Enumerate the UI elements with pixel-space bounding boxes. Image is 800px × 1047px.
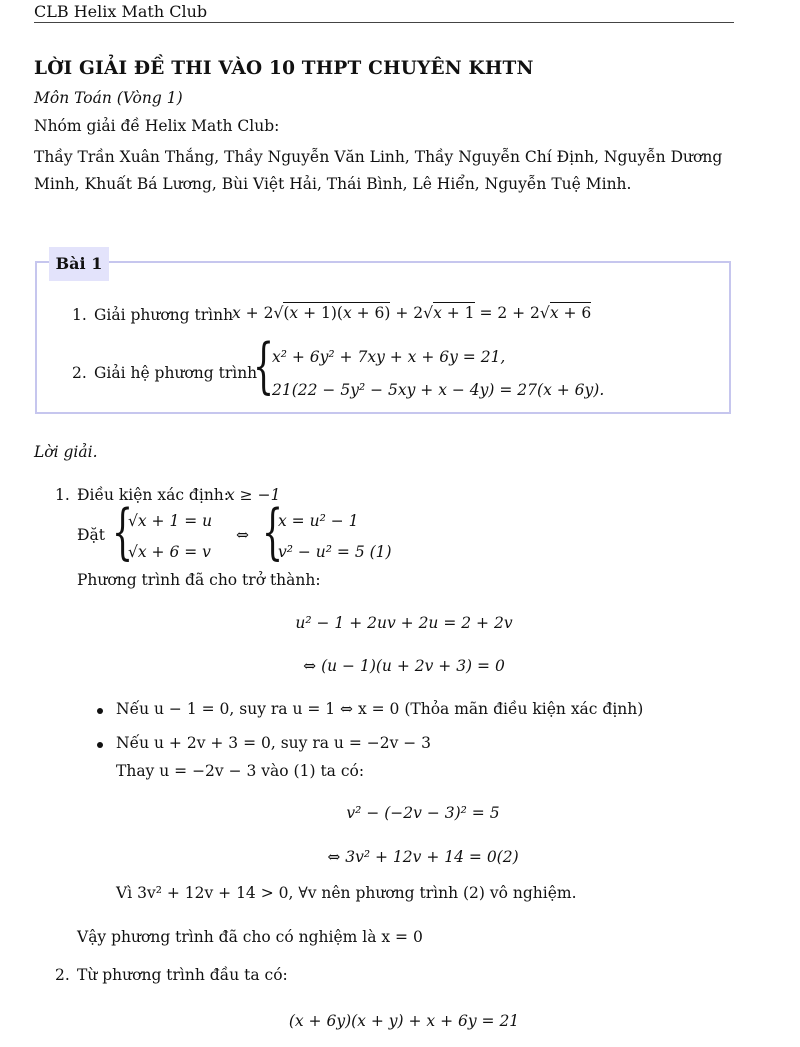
bullet-2-substitution: Thay u = −2v − 3 vào (1) ta có:: [116, 762, 365, 780]
problem-item-1-label: Giải phương trình: [94, 306, 234, 324]
bullet-2-text: Nếu u + 2v + 3 = 0, suy ra u = −2v − 3: [116, 734, 432, 752]
domain-condition-math: x ≥ −1: [226, 486, 281, 504]
solution-2-text: Từ phương trình đầu ta có:: [77, 966, 288, 984]
display-equation-4: ⇔ 3v² + 12v + 14 = 0(2): [327, 848, 519, 866]
substitution-label: Đặt: [77, 526, 105, 544]
equivalence-arrow: ⇔: [236, 526, 249, 544]
bullet-1-marker: [97, 708, 103, 714]
team-members: Thầy Trần Xuân Thắng, Thầy Nguyễn Văn Linh, Thầy Nguyễn Chí Định, Nguyễn Dương Minh, Khuất Bá Lương, Bùi Việt Hải, Thái Bình, Lê Hiển, Nguyễn Tuệ Minh.: [34, 148, 723, 193]
problem-badge: Bài 1: [49, 247, 109, 281]
problem-item-2-number: 2.: [72, 364, 87, 382]
substitution-result-2: v² − u² = 5 (1): [278, 543, 392, 561]
solution-1-conclusion: Vậy phương trình đã cho có nghiệm là x = 0: [77, 928, 423, 946]
system-equation-2: 21(22 − 5y² − 5xy + x − 4y) = 27(x + 6y).: [272, 381, 605, 399]
display-equation-3: v² − (−2v − 3)² = 5: [346, 804, 500, 822]
solution-2-number: 2.: [55, 966, 70, 984]
domain-condition-label: Điều kiện xác định:: [77, 486, 230, 504]
substitution-1: √x + 1 = u: [128, 512, 213, 530]
bullet-2-note: Vì 3v² + 12v + 14 > 0, ∀v nên phương trình (2) vô nghiệm.: [116, 884, 577, 902]
substitution-brace: {: [112, 497, 134, 567]
problem-item-2-label: Giải hệ phương trình: [94, 364, 258, 382]
problem-item-1-number: 1.: [72, 306, 87, 324]
equation-becomes-text: Phương trình đã cho trở thành:: [77, 571, 321, 589]
display-equation-5: (x + 6y)(x + y) + x + 6y = 21: [288, 1012, 520, 1030]
substitution-result-1: x = u² − 1: [278, 512, 359, 530]
problem-item-1-equation: x + 2√(x + 1)(x + 6) + 2√x + 1 = 2 + 2√x + 6: [232, 304, 592, 322]
bullet-2-marker: [97, 742, 103, 748]
system-equation-1: x² + 6y² + 7xy + x + 6y = 21,: [272, 348, 506, 366]
team-label: Nhóm giải đề Helix Math Club:: [34, 117, 280, 135]
club-header: CLB Helix Math Club: [34, 2, 208, 21]
result-brace: {: [262, 497, 284, 567]
solution-label: Lời giải.: [34, 443, 98, 461]
solution-1-number: 1.: [55, 486, 70, 504]
substitution-2: √x + 6 = v: [128, 543, 211, 561]
header-divider: [34, 22, 734, 23]
display-equation-2: ⇔ (u − 1)(u + 2v + 3) = 0: [303, 657, 505, 675]
document-title: LỜI GIẢI ĐỀ THI VÀO 10 THPT CHUYÊN KHTN: [34, 58, 534, 79]
bullet-1-text: Nếu u − 1 = 0, suy ra u = 1 ⇔ x = 0 (Thỏa mãn điều kiện xác định): [116, 700, 644, 718]
display-equation-1: u² − 1 + 2uv + 2u = 2 + 2v: [295, 614, 513, 632]
system-brace: {: [253, 331, 275, 401]
subject-line: Môn Toán (Vòng 1): [34, 89, 183, 107]
